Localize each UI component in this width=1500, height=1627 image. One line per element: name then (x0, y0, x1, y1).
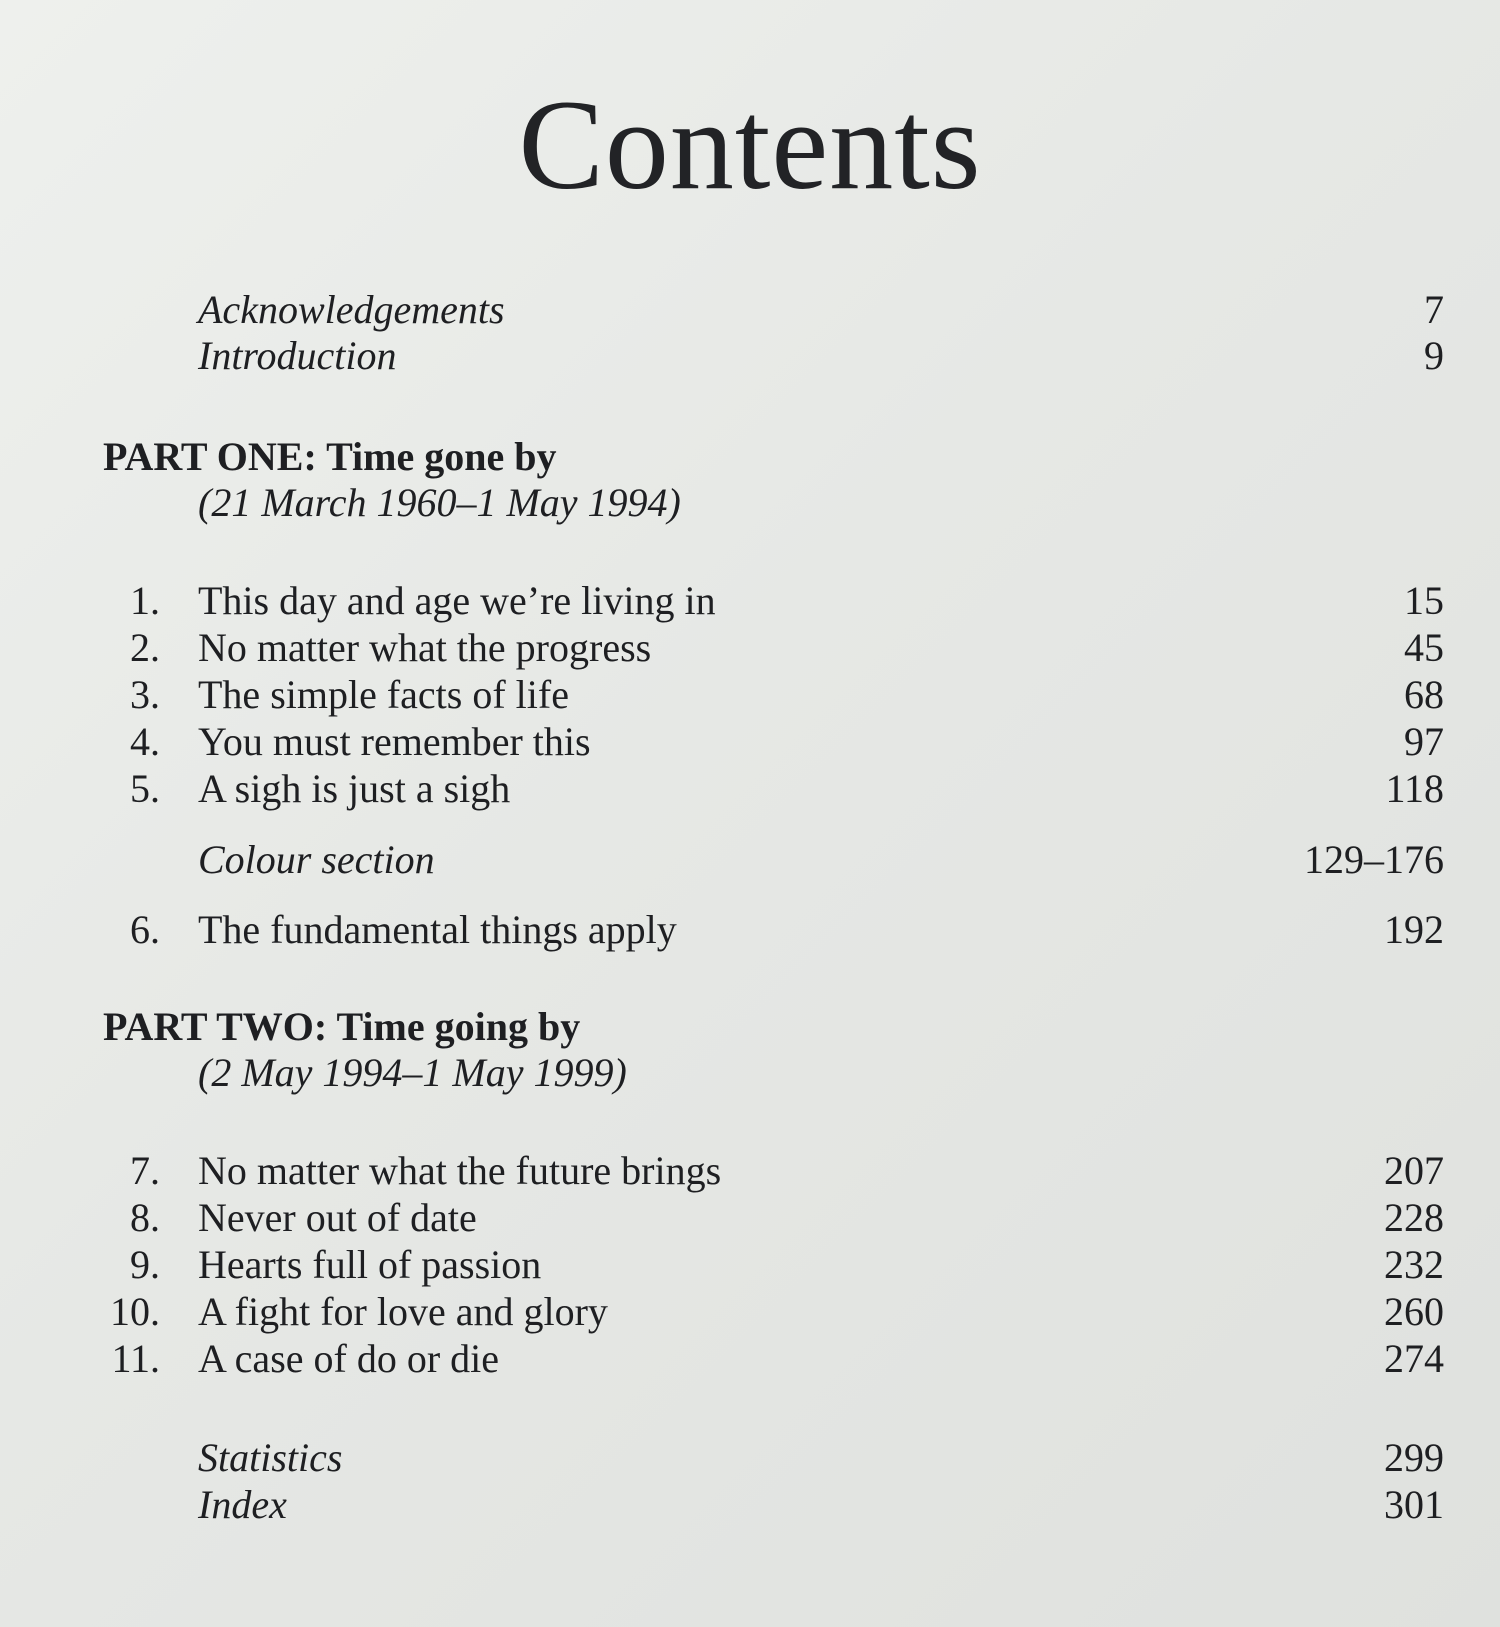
chapter-title: Never out of date (198, 1195, 477, 1240)
toc-entry-colour-section (0, 836, 1500, 884)
chapter-page: 232 (1384, 1242, 1444, 1287)
chapter-title: The fundamental things apply (198, 907, 677, 952)
toc-entry-label: Index (198, 1482, 287, 1527)
toc-chapter-3 (0, 671, 1500, 719)
chapter-number: 5. (130, 766, 160, 811)
toc-chapter-1 (0, 577, 1500, 625)
toc-entry-page: 299 (1384, 1435, 1444, 1480)
chapter-page: 260 (1384, 1289, 1444, 1334)
chapter-title: No matter what the progress (198, 625, 652, 670)
chapter-number: 10. (110, 1289, 160, 1334)
toc-chapter-6 (0, 906, 1500, 954)
toc-entry-label: Introduction (198, 333, 397, 378)
chapter-number: 2. (130, 625, 160, 670)
toc-chapter-9 (0, 1241, 1500, 1289)
toc-chapter-5 (0, 765, 1500, 813)
toc-chapter-4 (0, 718, 1500, 766)
toc-chapter-8 (0, 1194, 1500, 1242)
chapter-title: This day and age we’re living in (198, 578, 716, 623)
toc-chapter-11 (0, 1335, 1500, 1383)
toc-entry-index (0, 1481, 1500, 1529)
toc-entry-statistics (0, 1434, 1500, 1482)
toc-entry-page: 129–176 (1304, 837, 1444, 882)
page-title: Contents (518, 74, 982, 216)
chapter-number: 1. (130, 578, 160, 623)
toc-chapter-10 (0, 1288, 1500, 1336)
chapter-page: 274 (1384, 1336, 1444, 1381)
toc-entry-page: 7 (1424, 287, 1444, 332)
chapter-number: 3. (130, 672, 160, 717)
chapter-page: 45 (1404, 625, 1444, 670)
part-two-heading: PART TWO: Time going by (103, 1004, 581, 1049)
toc-chapter-2 (0, 624, 1500, 672)
chapter-number: 7. (130, 1148, 160, 1193)
chapter-title: No matter what the future brings (198, 1148, 722, 1193)
toc-entry-page: 301 (1384, 1482, 1444, 1527)
chapter-title: A case of do or die (198, 1336, 500, 1381)
toc-entry-acknowledgements (0, 286, 1500, 334)
part-one-dates: (21 March 1960–1 May 1994) (198, 480, 681, 525)
chapter-title: You must remember this (198, 719, 591, 764)
chapter-title: Hearts full of passion (198, 1242, 542, 1287)
chapter-page: 68 (1404, 672, 1444, 717)
chapter-number: 4. (130, 719, 160, 764)
chapter-title: A fight for love and glory (198, 1289, 608, 1334)
toc-entry-label: Acknowledgements (198, 287, 505, 332)
toc-entry-page: 9 (1424, 333, 1444, 378)
chapter-page: 207 (1384, 1148, 1444, 1193)
chapter-page: 192 (1384, 907, 1444, 952)
chapter-number: 8. (130, 1195, 160, 1240)
part-two-dates: (2 May 1994–1 May 1999) (198, 1050, 627, 1095)
chapter-page: 97 (1404, 719, 1444, 764)
toc-entry-introduction (0, 332, 1500, 380)
chapter-number: 11. (111, 1336, 160, 1381)
chapter-number: 6. (130, 907, 160, 952)
chapter-number: 9. (130, 1242, 160, 1287)
toc-chapter-7 (0, 1147, 1500, 1195)
chapter-page: 15 (1404, 578, 1444, 623)
toc-entry-label: Colour section (198, 837, 435, 882)
chapter-title: A sigh is just a sigh (198, 766, 511, 811)
chapter-page: 118 (1385, 766, 1444, 811)
chapter-page: 228 (1384, 1195, 1444, 1240)
toc-entry-label: Statistics (198, 1435, 343, 1480)
part-one-heading: PART ONE: Time gone by (103, 434, 557, 479)
chapter-title: The simple facts of life (198, 672, 569, 717)
